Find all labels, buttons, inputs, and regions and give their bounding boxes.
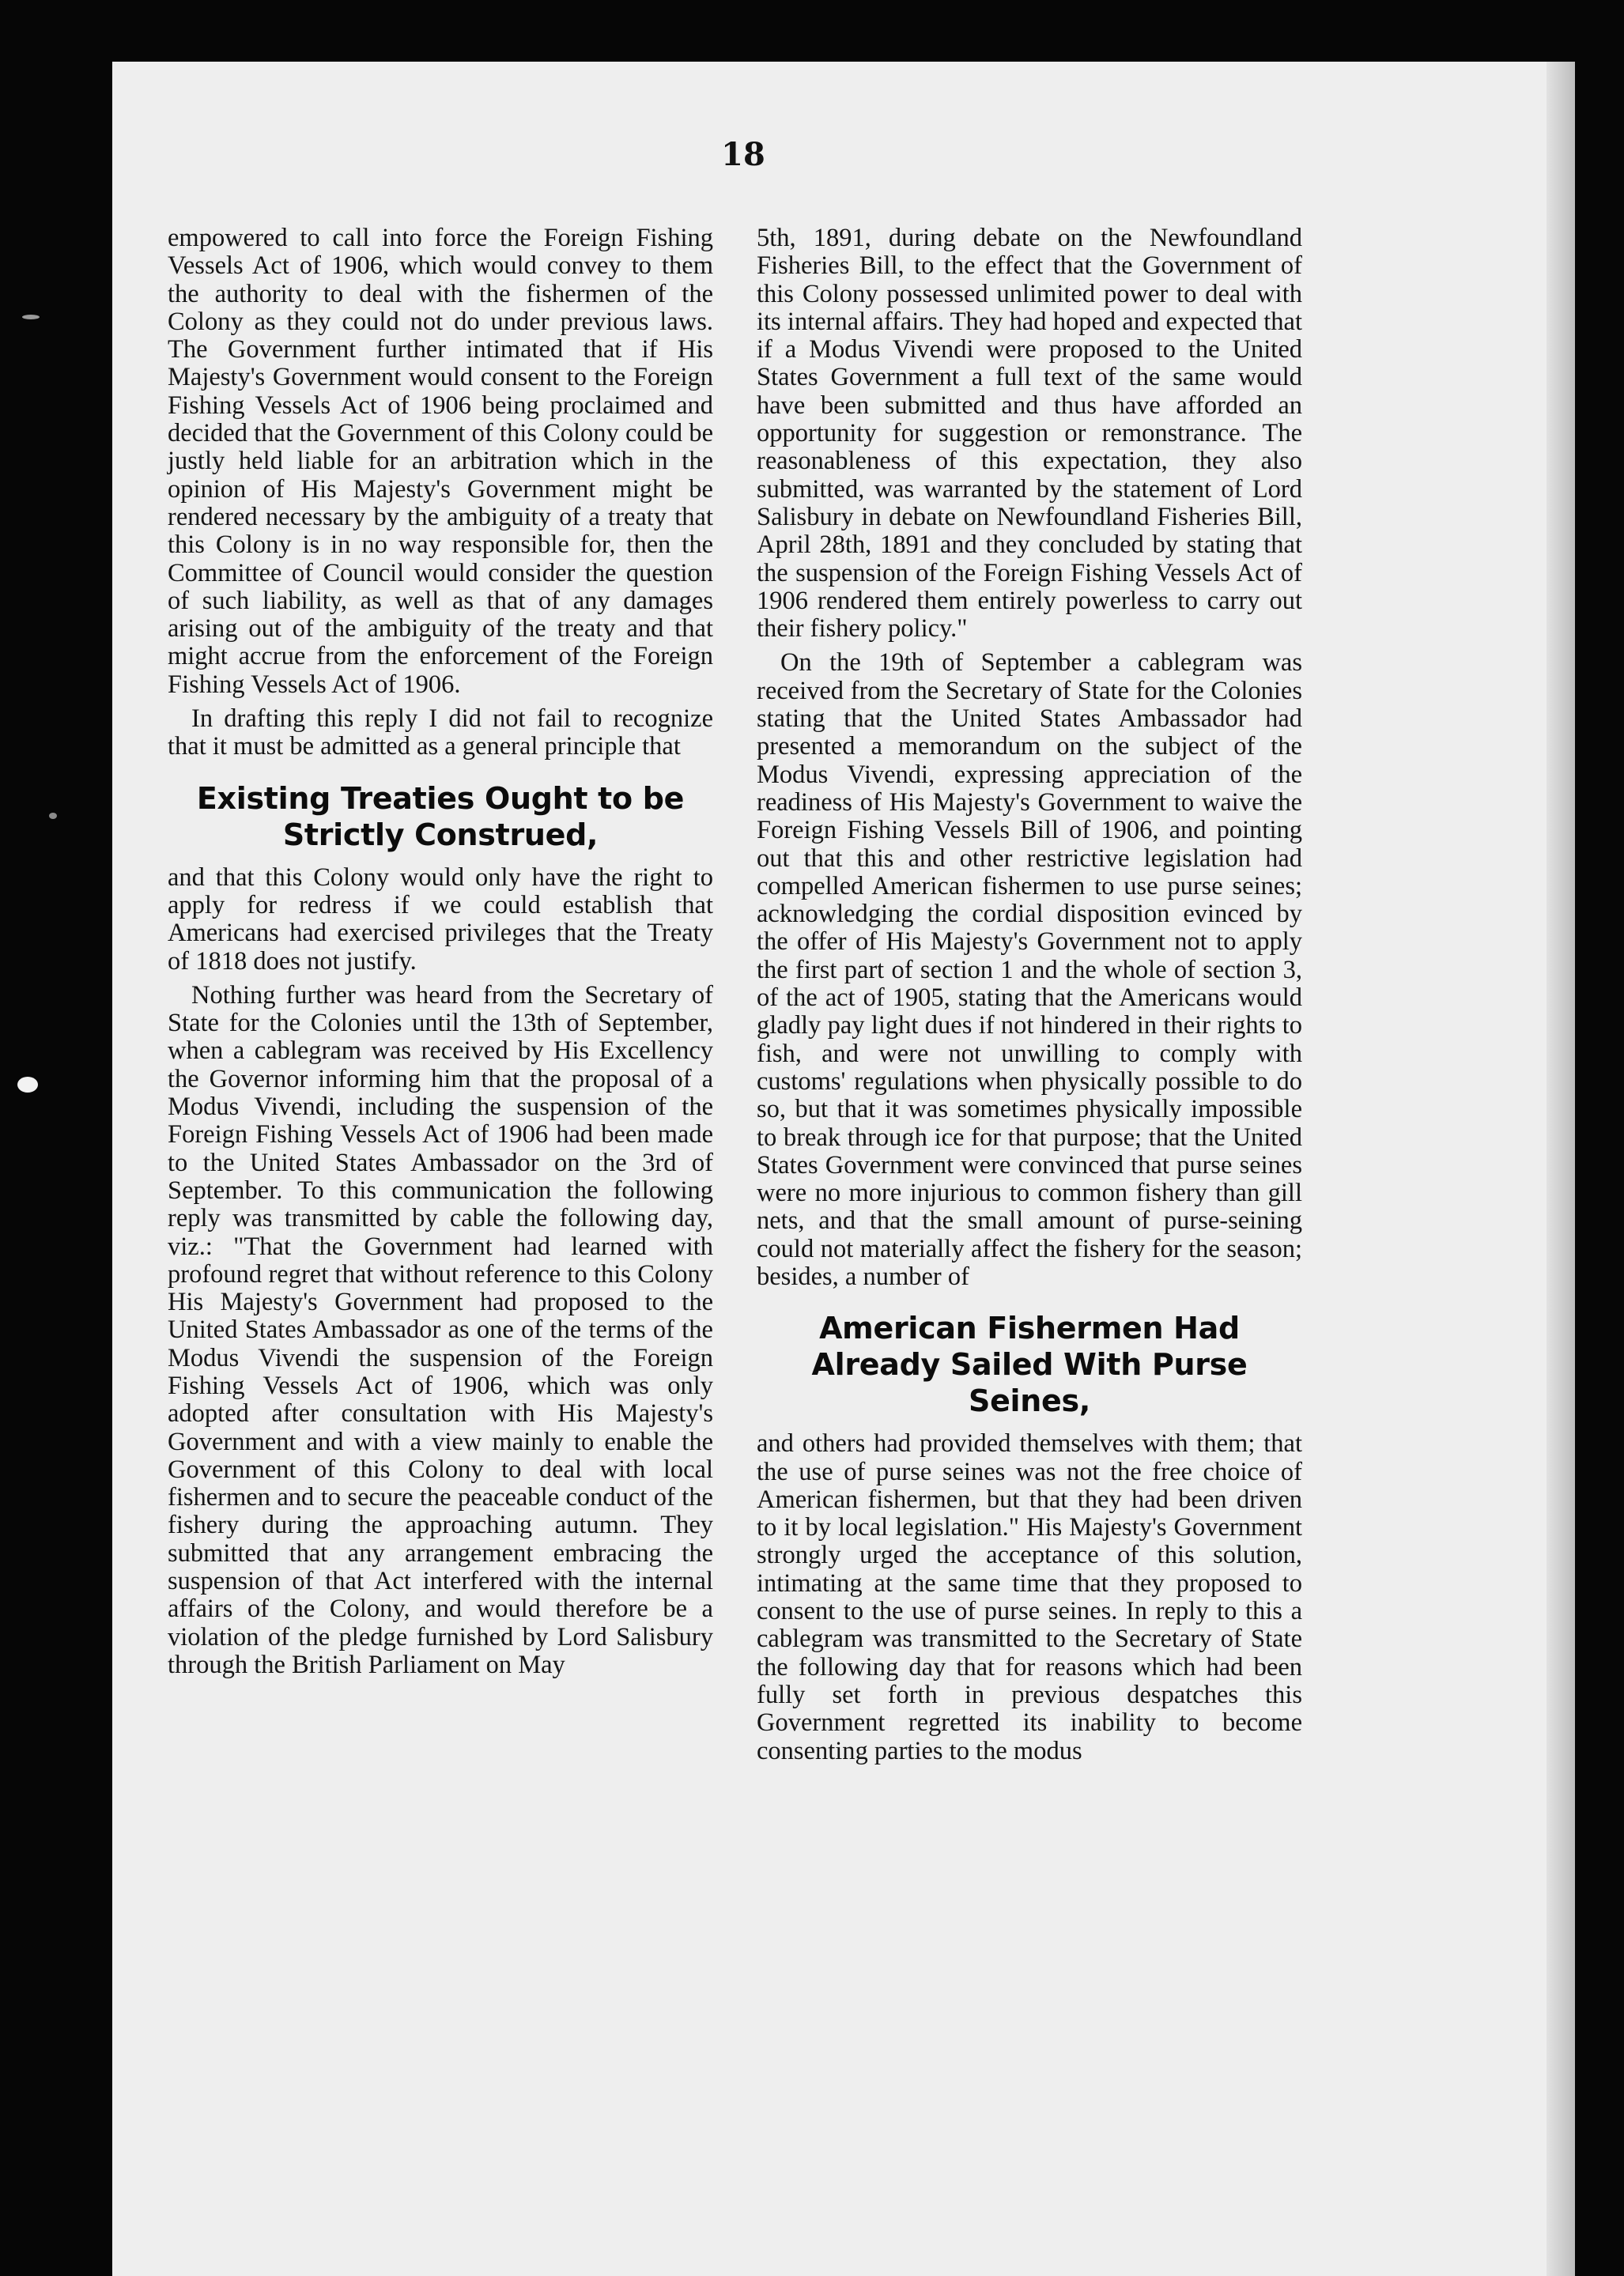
scan-speck	[17, 1077, 38, 1093]
left-paragraph-4: Nothing further was heard from the Secretary of State for the Colonies until the 13th of September, when a cablegram was received by His Excellency the Governor informing him that the proposal of a Modus Vivendi, including the suspension of the Foreign Fishing Vessels Act of 1906 had been made to the United States Ambassador on the 3rd of September. To this communication the following reply was transmitted by cable the following day, viz.: "That the Government had learned with profound regret that without reference to this Colony His Majesty's Government had proposed to the United States Ambassador as one of the terms of the Modus Vivendi the suspension of the Foreign Fishing Vessels Act of 1906, which was only adopted after consultation with His Majesty's Government and with a view mainly to enable the Government of this Colony to deal with local fishermen and to secure the peaceable conduct of the fishery during the approaching autumn. They submitted that any arrangement embracing the suspension of that Act interfered with the internal affairs of the Colony, and would therefore be a violation of the pledge furnished by Lord Salisbury through the British Parliament on May	[168, 980, 713, 1679]
left-paragraph-3: and that this Colony would only have the right to apply for redress if we could establish that Americans had exercised privileges that the Treaty of 1818 does not justify.	[168, 862, 713, 976]
left-paragraph-1: empowered to call into force the Foreign Fishing Vessels Act of 1906, which would convey to them the authority to deal with the fishermen of the Colony as they could not do under previous laws. The Government further intimated that if His Majesty's Government would consent to the Foreign Fishing Vessels Act of 1906 being proclaimed and decided that the Government of this Colony could be justly held liable for an arbitration which in the opinion of His Majesty's Government might be rendered necessary by the ambiguity of a treaty that this Colony is in no way responsible for, then the Committee of Council would consider the question of such liability, as well as that of any damages arising out of the ambiguity of the treaty and that might accrue from the enforcement of the Foreign Fishing Vessels Act of 1906.	[168, 224, 713, 699]
right-column	[757, 225, 1302, 1772]
left-section-heading: Existing Treaties Ought to be Strictly Construed,	[196, 780, 685, 852]
right-paragraph-1: 5th, 1891, during debate on the Newfoundland Fisheries Bill, to the effect that the Government of this Colony possessed unlimited power to deal with its internal affairs. They had hoped and expected that if a Modus Vivendi were proposed to the United States Government a full text of the same would have been submitted and thus have afforded an opportunity for suggestion or remonstrance. The reasonableness of this expectation, they also submitted, was warranted by the statement of Lord Salisbury in debate on Newfoundland Fisheries Bill, April 28th, 1891 and they concluded by stating that the suspension of the Foreign Fishing Vessels Act of 1906 rendered them entirely powerless to carry out their fishery policy."	[757, 224, 1302, 644]
scan-speck	[22, 315, 40, 319]
right-paragraph-2: On the 19th of September a cablegram was received from the Secretary of State for the Colonies stating that the United States Ambassador had presented a memorandum on the subject of the Modus Vivendi, expressing appreciation of the readiness of His Majesty's Government to waive the Foreign Fishing Vessels Bill of 1906, and pointing out that this and other restrictive legislation had compelled American fishermen to use purse seines; acknowledging the cordial disposition evinced by the offer of His Majesty's Government not to apply the first part of section 1 and the whole of section 3, of the act of 1905, stating that the Americans would gladly pay light dues if not hindered in their rights to fish, and were not unwilling to comply with customs' regulations when physically possible to do so, but that it was sometimes physically impossible to break through ice for that purpose; that the United States Government were convinced that purse seines were no more injurious to common fishery than gill nets, and that the small amount of purse-seining could not materially affect the fishery for the season; besides, a number of	[757, 648, 1302, 1291]
page-number: 18	[721, 136, 765, 173]
left-column	[168, 225, 713, 1685]
right-section-heading: American Fishermen Had Already Sailed With Purse Seines,	[811, 1311, 1248, 1419]
scan-speck	[49, 813, 57, 819]
page-edge-shadow	[1547, 62, 1575, 2276]
left-paragraph-2: In drafting this reply I did not fail to recognize that it must be admitted as a general principle that	[168, 704, 713, 761]
right-paragraph-3: and others had provided themselves with them; that the use of purse seines was not the free choice of American fishermen, but that they had been driven to it by local legislation." His Majesty's Government strongly urged the acceptance of this solution, intimating at the same time that they proposed to consent to the use of purse seines. In reply to this a cablegram was transmitted to the Secretary of State the following day that for reasons which had been fully set forth in previous despatches this Government regretted its inability to become consenting parties to the modus	[757, 1429, 1302, 1765]
